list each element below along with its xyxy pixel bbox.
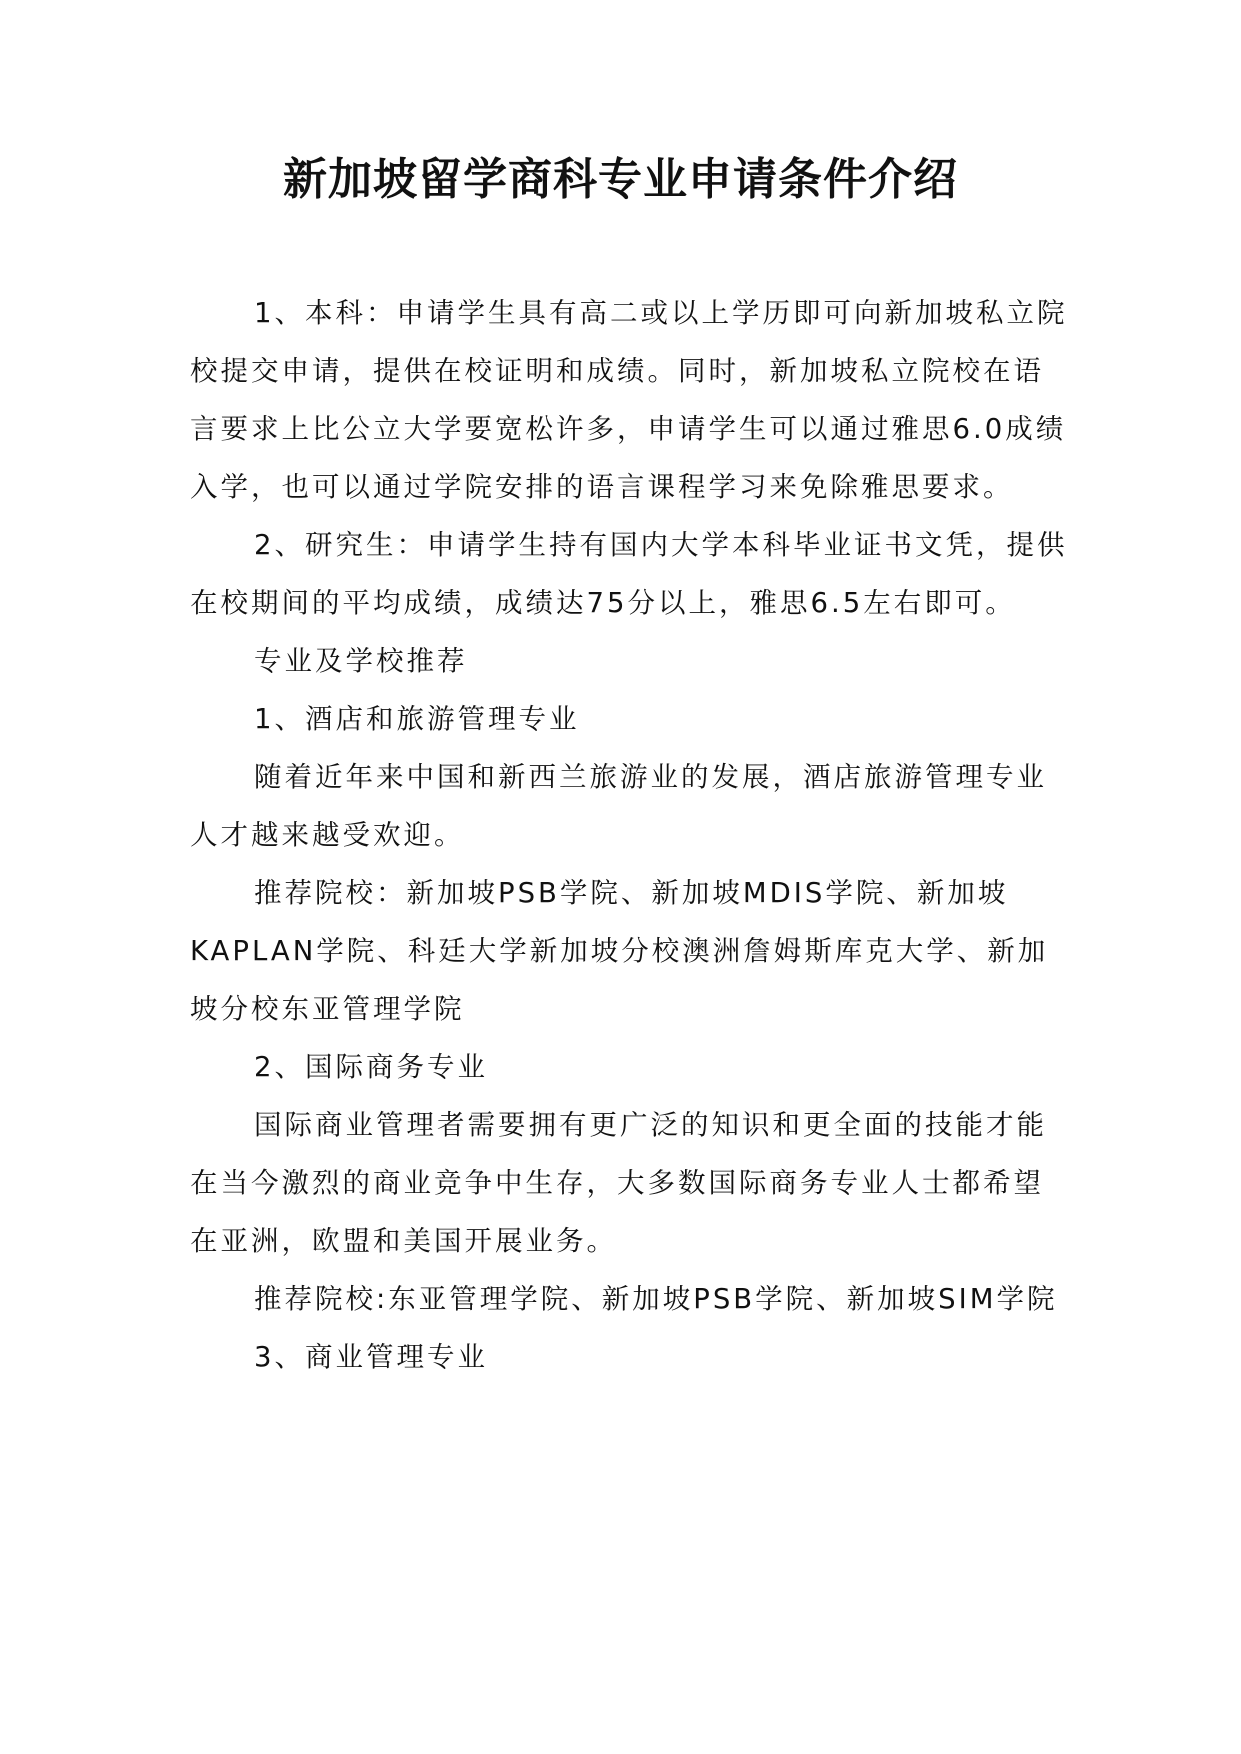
section-heading-recommendations: 专业及学校推荐 <box>254 645 468 677</box>
subheading-hotel-tourism: 1、酒店和旅游管理专业 <box>254 703 580 735</box>
document-title: 新加坡留学商科专业申请条件介绍 <box>283 154 958 205</box>
document-body <box>190 284 1070 1386</box>
paragraph-postgraduate: 2、研究生：申请学生持有国内大学本科毕业证书文凭，提供在校期间的平均成绩，成绩达75分以上，雅思6.5左右即可。 <box>190 529 1068 619</box>
subheading-international-business: 2、国际商务专业 <box>254 1051 488 1083</box>
paragraph-international-business: 国际商业管理者需要拥有更广泛的知识和更全面的技能才能在当今激烈的商业竞争中生存，大多数国际商务专业人士都希望在亚洲，欧盟和美国开展业务。 <box>190 1109 1047 1257</box>
paragraph-business-schools: 推荐院校:东亚管理学院、新加坡PSB学院、新加坡SIM学院 <box>254 1283 1058 1315</box>
paragraph-hotel-schools: 推荐院校：新加坡PSB学院、新加坡MDIS学院、新加坡KAPLAN学院、科廷大学新加坡分校澳洲詹姆斯库克大学、新加坡分校东亚管理学院 <box>190 877 1049 1025</box>
subheading-business-management: 3、商业管理专业 <box>254 1341 488 1373</box>
paragraph-undergraduate: 1、本科：申请学生具有高二或以上学历即可向新加坡私立院校提交申请，提供在校证明和成绩。同时，新加坡私立院校在语言要求上比公立大学要宽松许多，申请学生可以通过雅思6.0成绩入学，也可以通过学院安排的语言课程学习来免除雅思要求。 <box>190 297 1068 503</box>
paragraph-hotel-tourism: 随着近年来中国和新西兰旅游业的发展，酒店旅游管理专业人才越来越受欢迎。 <box>190 761 1047 851</box>
